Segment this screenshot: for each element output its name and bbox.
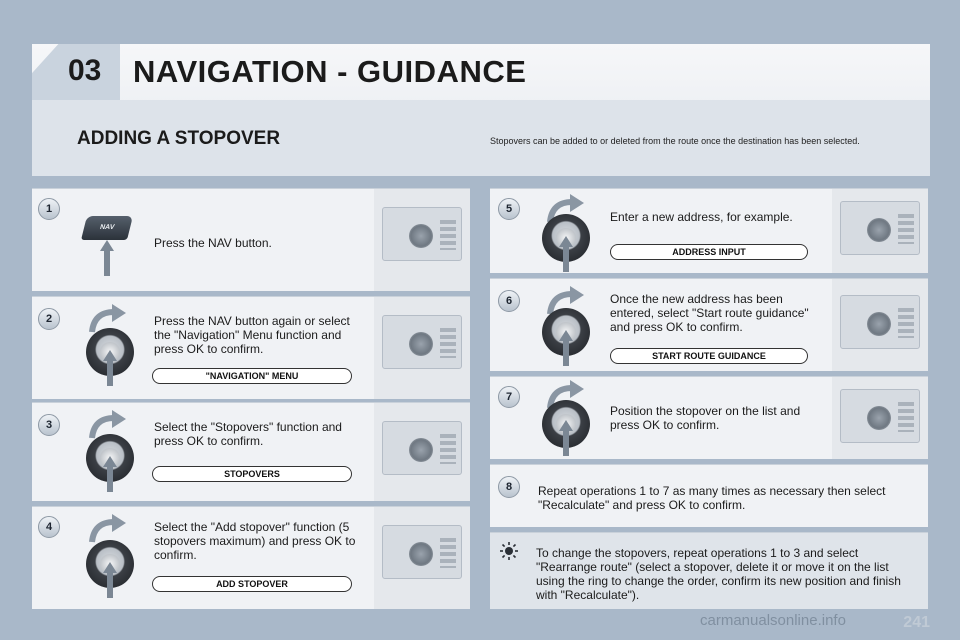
menu-label-address-input: ADDRESS INPUT — [610, 244, 808, 260]
step-badge-1: 1 — [38, 198, 60, 220]
chapter-number: 03 — [68, 54, 102, 87]
page-number: 241 — [903, 614, 930, 631]
step-text-8: Repeat operations 1 to 7 as many times as necessary then select "Recalculate" and press OK to confirm. — [538, 484, 886, 512]
press-arrow-icon — [103, 456, 117, 492]
section-title: ADDING A STOPOVER — [77, 128, 281, 149]
step-badge-3: 3 — [38, 414, 60, 436]
press-arrow-icon — [100, 240, 114, 276]
step-text-1: Press the NAV button. — [154, 236, 272, 250]
nav-key-icon: NAV — [81, 216, 133, 240]
radio-thumbnail — [374, 189, 470, 291]
step-text-2: Press the NAV button again or select the "Navigation" Menu function and press OK to confirm. — [154, 314, 350, 356]
tip-text: To change the stopovers, repeat operations 1 to 3 and select "Rearrange route" (select a stopover, delete it or move it on the list using the ring to change the order, confirm its new position and finish with "Recalculate"). — [536, 546, 901, 602]
press-arrow-icon — [103, 350, 117, 386]
watermark-text: carmanualsonline.info — [700, 612, 846, 629]
menu-label-add-stopover: ADD STOPOVER — [152, 576, 352, 592]
radio-unit-image — [382, 315, 462, 369]
step-text-4: Select the "Add stopover" function (5 stopovers maximum) and press OK to confirm. — [154, 520, 356, 562]
menu-label-stopovers: STOPOVERS — [152, 466, 352, 482]
press-arrow-icon — [559, 236, 573, 272]
step-text-3: Select the "Stopovers" function and press OK to confirm. — [154, 420, 342, 448]
radio-thumbnail — [374, 507, 470, 609]
radio-unit-image — [840, 389, 920, 443]
radio-unit-image — [382, 525, 462, 579]
step-text-5: Enter a new address, for example. — [610, 210, 793, 224]
press-arrow-icon — [103, 562, 117, 598]
radio-unit-image — [382, 421, 462, 475]
step-badge-6: 6 — [498, 290, 520, 312]
press-arrow-icon — [559, 330, 573, 366]
step-badge-8: 8 — [498, 476, 520, 498]
radio-thumbnail — [374, 403, 470, 501]
radio-thumbnail — [832, 189, 928, 273]
page-title: NAVIGATION - GUIDANCE — [133, 54, 527, 89]
step-badge-2: 2 — [38, 308, 60, 330]
radio-unit-image — [382, 207, 462, 261]
step-text-7: Position the stopover on the list and press OK to confirm. — [610, 404, 801, 432]
step-badge-7: 7 — [498, 386, 520, 408]
step-badge-5: 5 — [498, 198, 520, 220]
menu-label-start-route-guidance: START ROUTE GUIDANCE — [610, 348, 808, 364]
lightbulb-icon — [500, 542, 518, 560]
radio-thumbnail — [832, 279, 928, 371]
radio-thumbnail — [374, 297, 470, 399]
radio-unit-image — [840, 295, 920, 349]
radio-thumbnail — [832, 377, 928, 459]
menu-label-navigation: "NAVIGATION" MENU — [152, 368, 352, 384]
step-badge-4: 4 — [38, 516, 60, 538]
radio-unit-image — [840, 201, 920, 255]
step-text-6: Once the new address has been entered, select "Start route guidance" and press OK to confirm. — [610, 292, 809, 334]
press-arrow-icon — [559, 420, 573, 456]
intro-text: Stopovers can be added to or deleted from the route once the destination has been selected. — [490, 136, 860, 146]
